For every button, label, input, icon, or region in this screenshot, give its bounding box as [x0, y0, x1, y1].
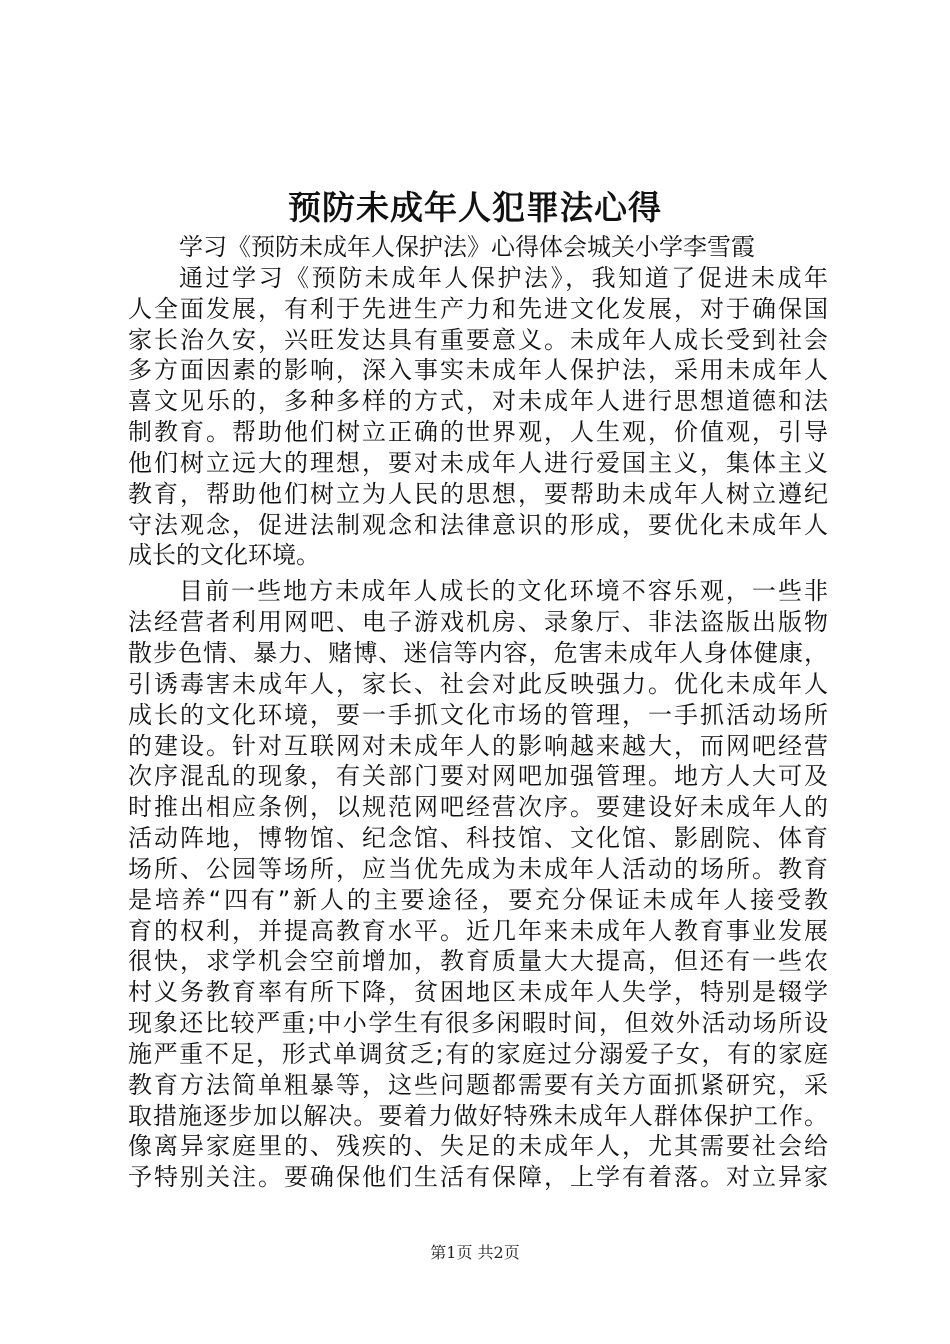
paragraph-line: 制教育。帮助他们树立正确的世界观，人生观，价值观，引导	[128, 418, 828, 447]
paragraph-line: 像离异家庭里的、残疾的、失足的未成年人，尤其需要社会给	[128, 1132, 828, 1161]
paragraph-line: 的建设。针对互联网对未成年人的影响越来越大，而网吧经营	[128, 731, 828, 760]
paragraph-line: 予特别关注。要确保他们生活有保障，上学有着落。对立异家	[128, 1163, 828, 1192]
paragraph-line: 教育，帮助他们树立为人民的思想，要帮助未成年人树立遵纪	[128, 479, 828, 508]
paragraph-line: 散步色情、暴力、赌博、迷信等内容，危害未成年人身体健康，	[128, 638, 828, 667]
paragraph-line: 是培养“四有”新人的主要途径，要充分保证未成年人接受教	[128, 885, 828, 914]
paragraph-line: 活动阵地，博物馆、纪念馆、科技馆、文化馆、影剧院、体育	[128, 824, 828, 853]
paragraph-line: 成长的文化环境，要一手抓文化市场的管理，一手抓活动场所	[128, 700, 828, 729]
paragraph-line: 通过学习《预防未成年人保护法》，我知道了促进未成年	[179, 263, 828, 292]
paragraph-line: 他们树立远大的理想，要对未成年人进行爱国主义，集体主义	[128, 448, 828, 477]
paragraph-line: 法经营者利用网吧、电子游戏机房、录象厅、非法盗版出版物	[128, 608, 828, 637]
paragraph-line: 村义务教育率有所下降，贫困地区未成年人失学，特别是辍学	[128, 978, 828, 1007]
paragraph-line: 育的权利，并提高教育水平。近几年来未成年人教育事业发展	[128, 916, 828, 945]
paragraph-line: 很快，求学机会空前增加，教育质量大大提高，但还有一些农	[128, 947, 828, 976]
paragraph-line: 人全面发展，有利于先进生产力和先进文化发展，对于确保国	[128, 294, 828, 323]
paragraph-line: 家长治久安，兴旺发达具有重要意义。未成年人成长受到社会	[128, 325, 828, 354]
document-title: 预防未成年人犯罪法心得	[288, 188, 662, 227]
paragraph-line: 现象还比较严重;中小学生有很多闲暇时间，但效外活动场所设	[128, 1009, 828, 1038]
paragraph-line: 多方面因素的影响，深入事实未成年人保护法，采用未成年人	[128, 356, 828, 385]
paragraph-line: 守法观念，促进法制观念和法律意识的形成，要优化未成年人	[128, 510, 828, 539]
paragraph-line: 喜文见乐的，多种多样的方式，对未成年人进行思想道德和法	[128, 387, 828, 416]
paragraph-line: 次序混乱的现象，有关部门要对网吧加强管理。地方人大可及	[128, 762, 828, 791]
subtitle-line: 学习《预防未成年人保护法》心得体会城关小学李雪霞	[179, 233, 755, 261]
paragraph-line: 取措施逐步加以解决。要着力做好特殊未成年人群体保护工作。	[128, 1101, 828, 1130]
page-number-footer: 第1页 共2页	[430, 1243, 520, 1262]
paragraph-line: 教育方法简单粗暴等，这些问题都需要有关方面抓紧研究，采	[128, 1070, 828, 1099]
paragraph-line: 施严重不足，形式单调贫乏;有的家庭过分溺爱子女，有的家庭	[128, 1039, 828, 1068]
paragraph-line: 目前一些地方未成年人成长的文化环境不容乐观，一些非	[179, 577, 828, 606]
paragraph-line: 场所、公园等场所，应当优先成为未成年人活动的场所。教育	[128, 854, 828, 883]
paragraph-line: 成长的文化环境。	[128, 541, 320, 570]
paragraph-line: 引诱毒害未成年人，家长、社会对此反映强力。优化未成年人	[128, 669, 828, 698]
document-body	[128, 232, 828, 1193]
paragraph-line: 时推出相应条例，以规范网吧经营次序。要建设好未成年人的	[128, 793, 828, 822]
